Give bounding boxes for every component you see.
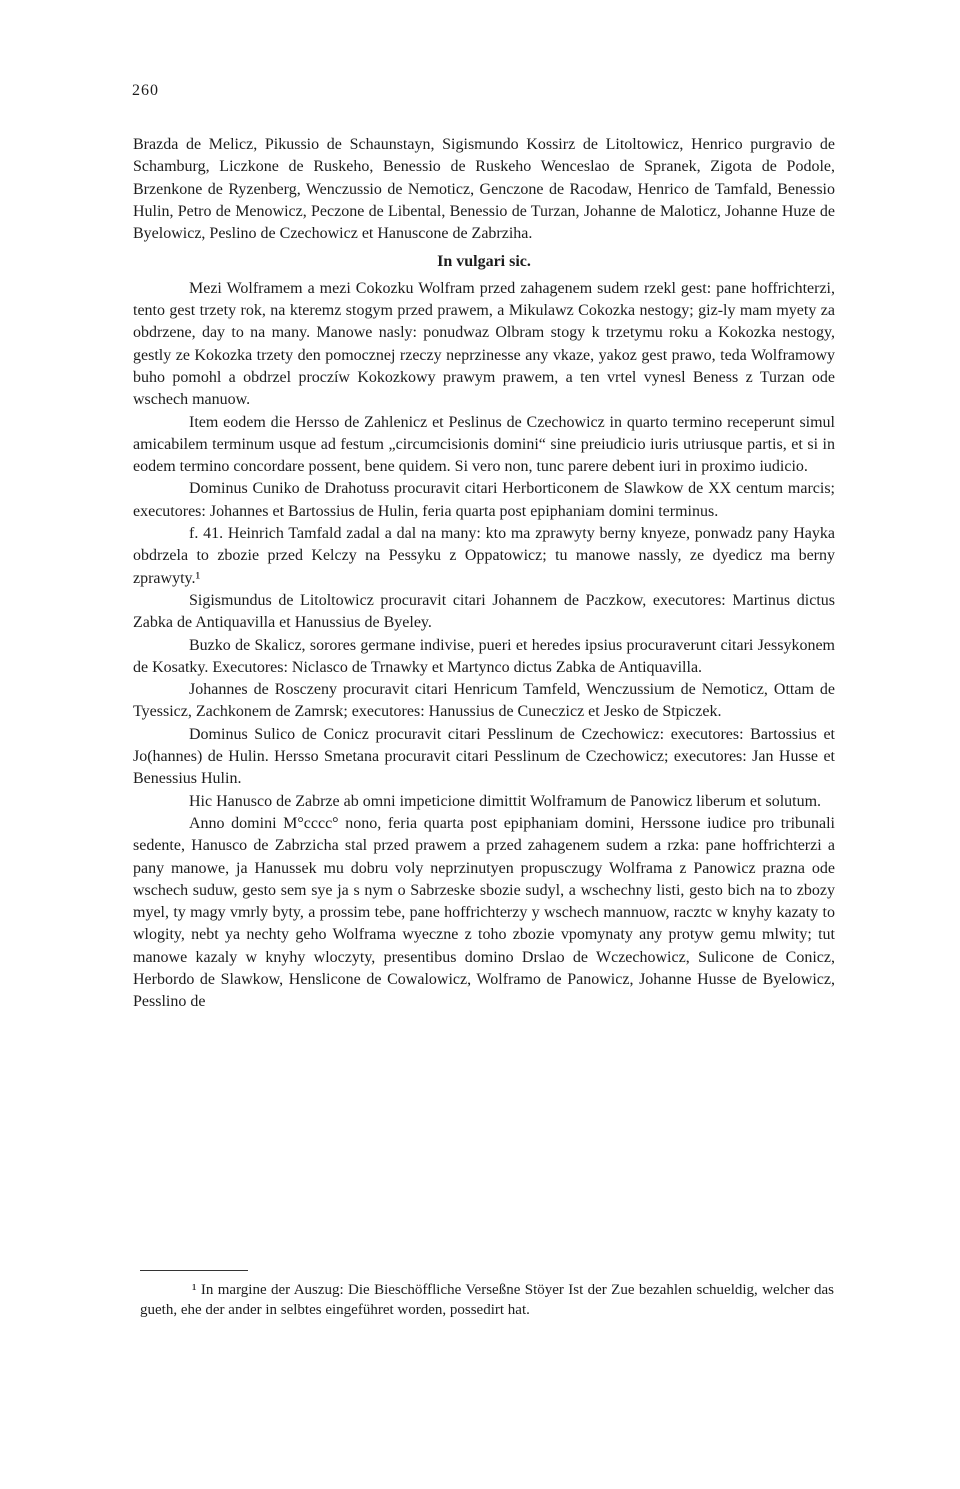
section-heading: In vulgari sic. xyxy=(437,253,531,271)
paragraph: Dominus Sulico de Conicz procuravit citari Pesslinum de Czechowicz: executores: Bartossius et Jo(hannes) de Hulin. Hersso Smetana procuravit citari Pesslinum de Czechowicz; executores: Jan Husse et Benessius Hulin. xyxy=(133,725,835,788)
paragraph: Dominus Cuniko de Drahotuss procuravit citari Herborticonem de Slawkow de XX centum marcis; executores: Johannes et Bartossius de Hulin, feria quarta post epiphaniam domini terminus. xyxy=(133,480,835,520)
paragraph: Hic Hanusco de Zabrze ab omni impeticione dimittit Wolframum de Panowicz liberum et solutum. xyxy=(189,792,822,810)
page-number: 260 xyxy=(132,82,159,99)
body-text xyxy=(133,134,835,1014)
footnote: ¹ In margine der Auszug: Die Bieschöffliche Verseßne Stöyer Ist der Zue bezahlen schueldig, welcher das gueth, ehe der ander in selbtes eingeführet worden, possedirt hat. xyxy=(140,1282,834,1318)
paragraph: Brazda de Melicz, Pikussio de Schaunstayn, Sigismundo Kossirz de Litoltowicz, Henrico purgravio de Schamburg, Liczkone de Ruskeho, Benessio de Ruskeho Wenceslao de Spranek, Zigota de Podole, Brzenkone de Ryzenberg, Wenczussio de Nemoticz, Genczone de Racodaw, Henrico de Tamfald, Benessio Hulin, Petro de Menowicz, Peczone de Libental, Benessio de Turzan, Johanne de Maloticz, Johanne Huze de Byelowicz, Peslino de Czechowicz et Hanuscone de Zabrziha. xyxy=(133,136,835,243)
paragraph: Mezi Wolframem a mezi Cokozku Wolfram przed zahagenem sudem rzekl gest: pane hoffrichterzi, tento gest trzety rok, na kteremz stogym przed prawem, a Mikulawz Cokozka nestogy; giz-ly mam myety za obdrzene, day to na many. Manowe nasly: ponudwaz Olbram stogy k trzetymu roku a Kokozka nestogy, gestly ze Kokozka trzety den pomocznej rzeczy neprzinesse any vkaze, yakoz gest prawo, teda Wolframowy buho pomohl a obdrzel proczíw Kokozkowy prawym prawem, a ten vrtel vynesl Beness z Turzan ode wschech manuow. xyxy=(133,279,835,409)
paragraph: f. 41. Heinrich Tamfald zadal a dal na many: kto ma zprawyty berny knyeze, ponwadz pany Hayka obdrzela to zbozie przed Kelczy na Pessyku z Oppatowicz; tu manowe nassly, ze dyedicz ma berny zprawyty.¹ xyxy=(133,525,835,587)
paragraph: Buzko de Skalicz, sorores germane indivise, pueri et heredes ipsius procuraverunt citari Jessykonem de Kosatky. Executores: Niclasco de Trnawky et Martynco dictus Zabka de Antiquavilla. xyxy=(133,636,835,676)
paragraph: Johannes de Rosczeny procuravit citari Henricum Tamfeld, Wenczussium de Nemoticz, Ottam de Tyessicz, Zachkonem de Zamrsk; executores: Hanussius de Cuneczicz et Jesko de Stpiczek. xyxy=(133,681,835,721)
paragraph: Sigismundus de Litoltowicz procuravit citari Johannem de Paczkow, executores: Martinus dictus Zabka de Antiquavilla et Hanussius de Byeley. xyxy=(133,591,835,632)
paragraph: Item eodem die Hersso de Zahlenicz et Peslinus de Czechowicz in quarto termino receperunt simul amicabilem terminum usque ad festum „circumcisionis domini“ sine preiudicio iuris utriusque partis, et si in eodem termino concordare possent, bene quidem. Si vero non, tunc parere debent iuri in proximo iudicio. xyxy=(133,413,835,476)
footnote-rule xyxy=(140,1270,248,1271)
paragraph: Anno domini M°cccc° nono, feria quarta post epiphaniam domini, Herssone iudice pro tribunali sedente, Hanusco de Zabrzicha stal przed prawem a przed zahagenem sudem a rzka: pane hoffrichterzi a pany manowe, ja Hanussek mu dobru voly neprzinutyen propusczugy Wolframa z Panowicz prazna ode wschech suduw, gesto sem sye ja s nym o Sabrzeske sbozie sudyl, a wschechny listi, gesto bich na to zbozy myel, ty magy vmrly byty, a prossim tebe, pane hoffrichterzy y wschech mannuow, racztc w knyhy kazaty to wlogity, nebt ya nechty geho Wolframa wyeczne z toho zbozie vpomynaty any protyw gemu mlwity; tut manowe kazaly w knyhy wloczyty, presentibus domino Drslao de Wczechowicz, Sulicone de Conicz, Herbordo de Slawkow, Henslicone de Cowalowicz, Wolframo de Panowicz, Johanne Husse de Byelowicz, Pesslino de xyxy=(133,814,835,1011)
